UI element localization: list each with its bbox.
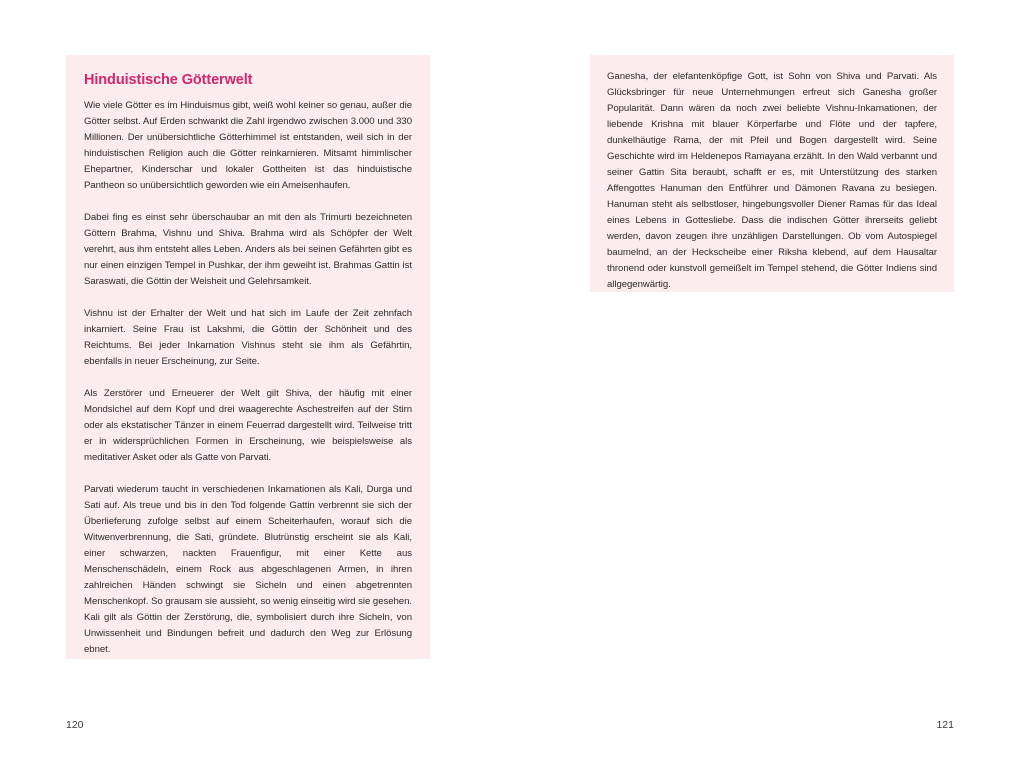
- page-number-right: 121: [936, 719, 954, 731]
- box-title: Hinduistische Götterwelt: [84, 72, 253, 88]
- box-paragraph: Wie viele Götter es im Hinduismus gibt, weiß wohl keiner so genau, außer die Götter selbst. Auf Erden schwankt die Zahl irgendwo zwischen 3.000 und 330 Millionen. Der unübersichtliche Götterhimmel ist entstanden, weil sich in der hinduistischen Religion auch die Götter reinkarnieren. Mitsamt himmlischer Ehepartner, Kinderschar und lokaler Gottheiten ist das hinduistische Pantheon so unübersichtlich geworden wie ein Ameisenhaufen.: [84, 100, 412, 191]
- page-number-left: 120: [66, 719, 84, 731]
- info-box-right: [590, 55, 954, 292]
- box-paragraph: Als Zerstörer und Erneuerer der Welt gilt Shiva, der häufig mit einer Mondsichel auf dem Kopf und drei waagerechte Aschestreifen auf der Stirn oder als ekstatischer Tänzer in einem Feuerrad dargestellt wird. Teilweise tritt er in widersprüchlichen Formen in Erscheinung, wie beispielsweise als meditativer Asket oder als Gatte von Parvati.: [84, 388, 412, 463]
- box-paragraph: Ganesha, der elefantenköpfige Gott, ist Sohn von Shiva und Parvati. Als Glücksbringer für neue Unternehmungen erfreut sich Ganesha großer Popularität. Dann wären da noch zwei beliebte Vishnu-Inkarnationen, der liebende Krishna mit blauer Körperfarbe und Flöte und der tapfere, dunkelhäutige Rama, der mit Pfeil und Bogen dargestellt wird. Seine Geschichte wird im Heldenepos Ramayana erzählt. In den Wald verbannt und seiner Gattin Sita beraubt, schafft er es, mit Unterstützung des starken Affengottes Hanuman den Entführer und Dämonen Ravana zu besiegen. Hanuman steht als selbstloser, hingebungsvoller Diener Ramas für das Ideal eines Lebens in Gottesliebe. Dass die indischen Götter ihrerseits geliebt werden, davon zeugen ihre unzähligen Darstellungen. Ob vom Autospiegel baumelnd, an der Heckscheibe einer Riksha klebend, auf dem Hausaltar thronend oder kunstvoll gemeißelt im Tempel stehend, die Götter Indiens sind allgegenwärtig.: [607, 71, 937, 290]
- info-box-left: [66, 55, 430, 659]
- box-paragraph: Dabei fing es einst sehr überschaubar an mit den als Trimurti bezeichneten Göttern Brahma, Vishnu und Shiva. Brahma wird als Schöpfer der Welt verehrt, aus ihm entsteht alles Leben. Anders als bei seinen Gefährten gibt es nur einen einzigen Tempel in Pushkar, der ihm geweiht ist. Brahmas Gattin ist Saraswati, die Göttin der Weisheit und Gelehrsamkeit.: [84, 212, 412, 287]
- box-paragraph: Vishnu ist der Erhalter der Welt und hat sich im Laufe der Zeit zehnfach inkarniert. Seine Frau ist Lakshmi, die Göttin der Schönheit und des Reichtums. Bei jeder Inkarnation Vishnus steht sie ihm als Gefährtin, ebenfalls in neuer Erscheinung, zur Seite.: [84, 308, 412, 367]
- box-paragraph: Parvati wiederum taucht in verschiedenen Inkarnationen als Kali, Durga und Sati auf. Als treue und bis in den Tod folgende Gattin verbrennt sie sich der Überlieferung zufolge selbst auf einem Scheiterhaufen, worauf sich die Witwenverbrennung, die Sati, gründete. Blutrünstig erscheint sie als Kali, einer schwarzen, nackten Frauenfigur, mit einer Kette aus Menschenschädeln, einem Rock aus abgeschlagenen Armen, in ihren zahlreichen Händen schwingt sie Sicheln und einen abgetrennten Menschenkopf. So grausam sie aussieht, so wenig einseitig wird sie gesehen. Kali gilt als Göttin der Zerstörung, die, symbolisiert durch ihre Sicheln, von Unwissenheit und Bindungen befreit und dadurch den Weg zur Erlösung ebnet.: [84, 484, 412, 655]
